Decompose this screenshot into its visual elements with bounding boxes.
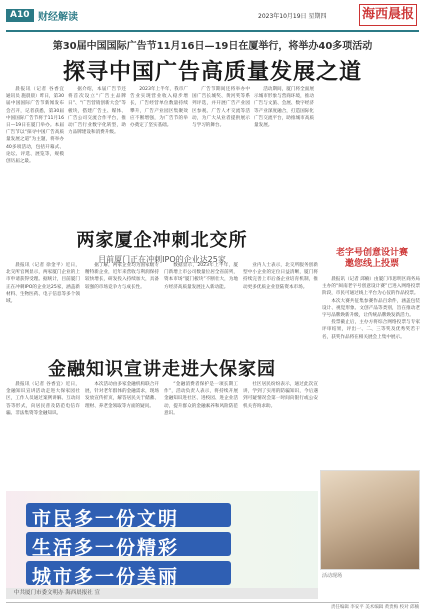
article1-paragraph: 2023年上半年，我市广告业实现营业收入稳步增长，广告经营单位数量持续攀升，广告产业园区集聚效应不断增强，为广告节的举办奠定了坚实基础。 — [130, 87, 188, 129]
article1-column-2 — [68, 86, 126, 236]
page-footer: 责任编辑 李安平 美术编辑 黄贵梅 校对 邱楠 — [6, 602, 419, 610]
article2-paragraph: 业内人士表示，北交所服务创新型中小企业的定位日益清晰，厦门将持续完善上市后备企业培育机制，推动更多优质企业登陆资本市场。 — [243, 263, 318, 290]
article2-paragraph: 晨报讯（记者 徐金平）近日，北交所官网显示，两家厦门企业的上市申请获得受理。据统计，目前厦门正在冲刺IPO的企业达25家，涵盖新材料、生物医药、电子信息等多个领域。 — [6, 263, 80, 305]
issue-date: 2023年10月19日 星期四 — [258, 13, 327, 20]
article3-paragraph: 晨报讯（记者 谷香宜）近日，金融知识宣讲活动走进大保家园社区，工作人员通过案例讲解、互动问答等形式，向居民普及防范电信诈骗、非法集资等金融知识。 — [6, 382, 80, 416]
slogan-line-2: 生活多一份精彩 — [32, 537, 180, 559]
article3-paragraph: “金融消费者保护是一项长期工作”，活动负责人表示，将持续开展金融知识进社区、进校园、进企业活动，提升群众的金融素养和风险防范意识。 — [164, 382, 238, 416]
article2-column-1 — [6, 262, 80, 352]
article3-column-1 — [6, 381, 80, 487]
article3-headline: 金融知识宣讲走进大保家园 — [48, 359, 276, 380]
sidebar-title — [322, 248, 422, 270]
article3-header — [6, 355, 318, 381]
article3-column-4 — [243, 381, 318, 487]
sidebar-title-line-2: 邀您线上投票 — [344, 259, 399, 269]
photo-caption: 活动现场 — [322, 573, 343, 579]
article2-deck: 目前厦门正在冲刺IPO的企业达25家 — [98, 255, 226, 264]
article3-paragraph: 社区居民纷纷表示，通过此次宣讲，学到了实用的防骗知识，今后遇到可疑情况会第一时间向银行或公安机关咨询求助。 — [243, 382, 318, 409]
article1-paragraph: 活动期间，厦门将全面展示城市形象与营商环境，推动广告与文旅、会展、数字经济等产业深度融合，打造国际化广告交流平台，助推城市高质量发展。 — [254, 87, 314, 129]
article1-column-4 — [192, 86, 250, 236]
newspaper-logo: 海西晨报 — [359, 4, 417, 26]
article2-column-4 — [243, 262, 318, 352]
article2-paragraph: 数据显示，2023年上半年，厦门新增上市公司数量位居全省前列，资本市场“厦门板块”不断壮大，为地方经济高质量发展注入新动能。 — [164, 263, 238, 290]
event-photo — [320, 470, 420, 570]
header-divider — [6, 30, 419, 32]
sidebar-paragraph: 投票截止后，主办方将综合网络投票与专家评审结果，评出一、二、三等奖及优秀奖若干名，获奖作品将在相关展会上集中展示。 — [322, 320, 420, 340]
article1-paragraph: 广告节期间还将举办中国广告长城奖、黄河奖等系列评选，并开展广告产业园区参观、广告人才交流等活动，为广大从业者提供展示与学习的舞台。 — [192, 87, 250, 129]
article2-header — [6, 226, 318, 265]
sidebar-title-line-1: 老字号创意设计赛 — [335, 248, 408, 258]
article2-column-3 — [164, 262, 238, 352]
page-header — [0, 0, 425, 30]
article2-column-2 — [85, 262, 159, 352]
article2-headline: 两家厦企冲刺北交所 — [76, 230, 248, 251]
article1-column-5 — [254, 86, 314, 236]
sidebar-paragraph: 晨报讯（记者 邱楠）由厦门市思明区商务局主办的“闽南老字号创意设计赛”已进入网络投票阶段，市民可通过线上平台为心仪的作品投票。 — [322, 277, 420, 297]
article1-kicker: 第30届中国国际广告节11月16日—19日在厦举行，将举办40多项活动 — [52, 41, 373, 52]
slogan-line-1: 市民多一份文明 — [32, 508, 180, 530]
article1-column-1 — [6, 86, 64, 236]
sidebar-body — [322, 276, 420, 466]
page-number-badge: A10 — [6, 9, 34, 22]
sidebar-paragraph: 本次大赛共征集参赛作品百余件，涵盖包装设计、视觉形象、文创产品等类别，旨在推动老字号品牌焕新升级，让传统品牌焕发新活力。 — [322, 298, 420, 319]
article1-headline: 探寻中国广告高质量发展之道 — [62, 60, 362, 85]
article1-paragraph: 晨报讯（记者 谷香宜 通讯员 施晨晨）昨日，第30届中国国际广告节新闻发布会召开，记者获悉，第30届中国国际广告节将于11月16日—19日在厦门举办。本届广告节以“探寻中国广告高质量发展之道”为主题，将举办40多项活动，包括开幕式、论坛、评选、展览等，规模创历届之最。 — [6, 87, 64, 165]
section-name: 财经解读 — [38, 12, 78, 23]
article1-column-3 — [130, 86, 188, 236]
article1-paragraph: 据介绍，本届广告节还将首次设立“广告主品牌日”、“广告营销创新大会”等板块，搭建广告主、媒体、广告公司交流合作平台，推动广告行业数字化转型，助力品牌建设和消费升级。 — [68, 87, 126, 136]
banner-credit: 中共厦门市委文明办 海西晨报社 宣 — [6, 588, 318, 599]
article3-column-3 — [164, 381, 238, 487]
article3-paragraph: 本次活动由多家金融机构联合开展，针对老年群体的金融需求，现场发放宣传折页，解答居民关于储蓄、理财、养老金领取等方面的疑问。 — [85, 382, 159, 409]
slogan-line-3: 城市多一份美丽 — [32, 566, 180, 588]
article2-paragraph: 据了解，两家企业均为国家级专精特新企业，近年来营收与利润保持较快增长，研发投入持续加大，具备较强的市场竞争力与成长性。 — [85, 263, 159, 290]
article3-column-2 — [85, 381, 159, 487]
civility-banner — [6, 491, 318, 599]
